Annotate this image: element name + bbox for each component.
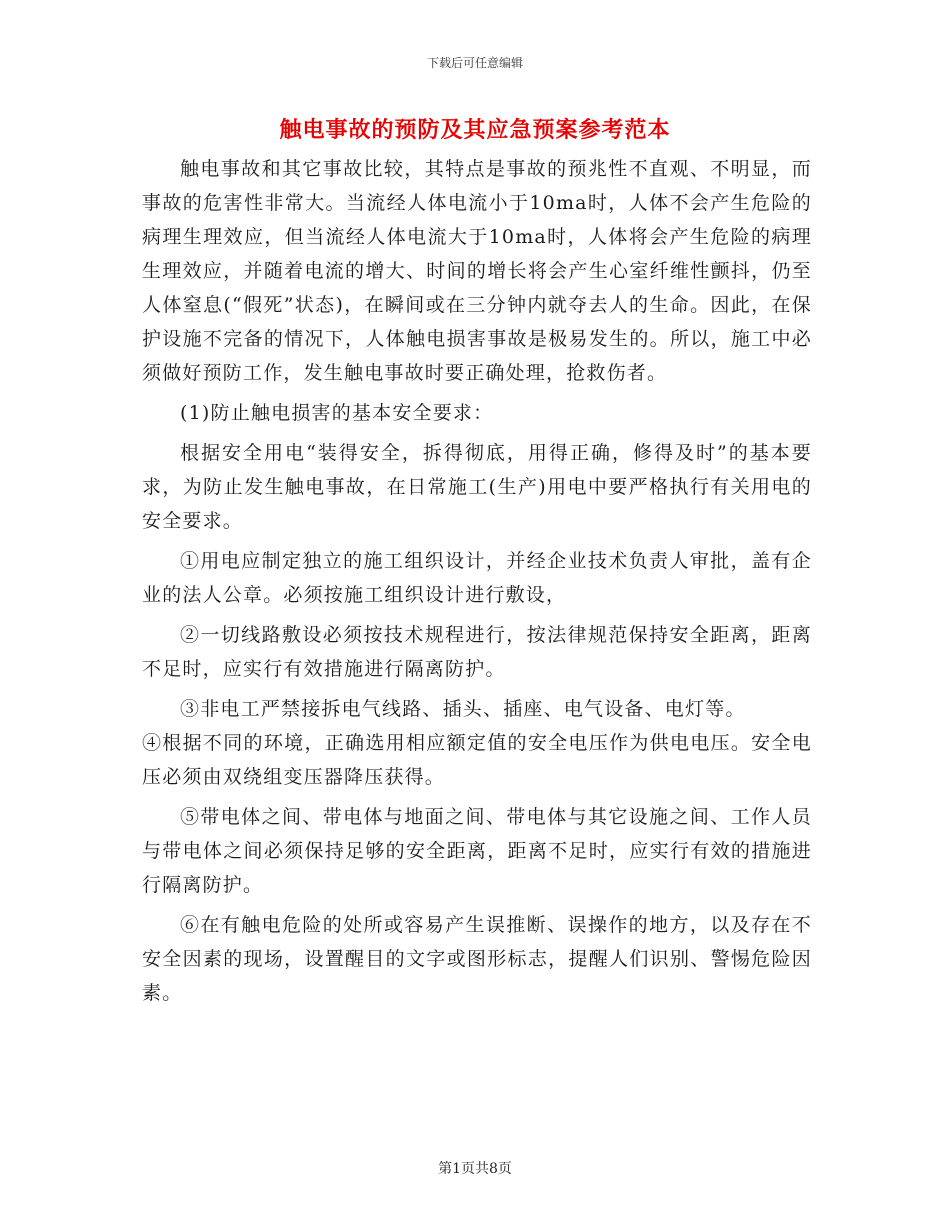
document-body	[142, 152, 812, 1016]
page-header-note: 下载后可任意编辑	[426, 56, 523, 70]
page-footer: 第1页共8页	[438, 1161, 512, 1177]
list-item-4: ④根据不同的环境，正确选用相应额定值的安全电压作为供电电压。安全电压必须由双绕组变压器降压获得。	[142, 732, 812, 788]
list-item-5: ⑤带电体之间、带电体与地面之间、带电体与其它设施之间、工作人员与带电体之间必须保持足够的安全距离，距离不足时，应实行有效的措施进行隔离防护。	[142, 806, 812, 896]
document-title: 触电事故的预防及其应急预案参考范本	[279, 117, 671, 143]
list-item-6: ⑥在有触电危险的处所或容易产生误推断、误操作的地方，以及存在不安全因素的现场，设置醒目的文字或图形标志，提醒人们识别、警惕危险因素。	[142, 914, 812, 1004]
paragraph-basic-requirements: 根据安全用电“装得安全，拆得彻底，用得正确，修得及时”的基本要求，为防止发生触电事故，在日常施工(生产)用电中要严格执行有关用电的安全要求。	[142, 442, 812, 532]
list-item-2: ②一切线路敷设必须按技术规程进行，按法律规范保持安全距离，距离不足时，应实行有效措施进行隔离防护。	[142, 624, 812, 680]
list-item-1: ①用电应制定独立的施工组织设计，并经企业技术负责人审批，盖有企业的法人公章。必须按施工组织设计进行敷设，	[142, 550, 812, 606]
paragraph-intro: 触电事故和其它事故比较，其特点是事故的预兆性不直观、不明显，而事故的危害性非常大。当流经人体电流小于10ma时，人体不会产生危险的病理生理效应，但当流经人体电流大于10ma时，人体将会产生危险的病理生理效应，并随着电流的增大、时间的增长将会产生心室纤维性颤抖，仍至人体窒息(“假死”状态)，在瞬间或在三分钟内就夺去人的生命。因此，在保护设施不完备的情况下，人体触电损害事故是极易发生的。所以，施工中必须做好预防工作，发生触电事故时要正确处理，抢救伤者。	[142, 158, 812, 384]
list-item-3: ③非电工严禁接拆电气线路、插头、插座、电气设备、电灯等。	[180, 698, 746, 720]
section-heading: (1)防止触电损害的基本安全要求：	[180, 402, 494, 424]
